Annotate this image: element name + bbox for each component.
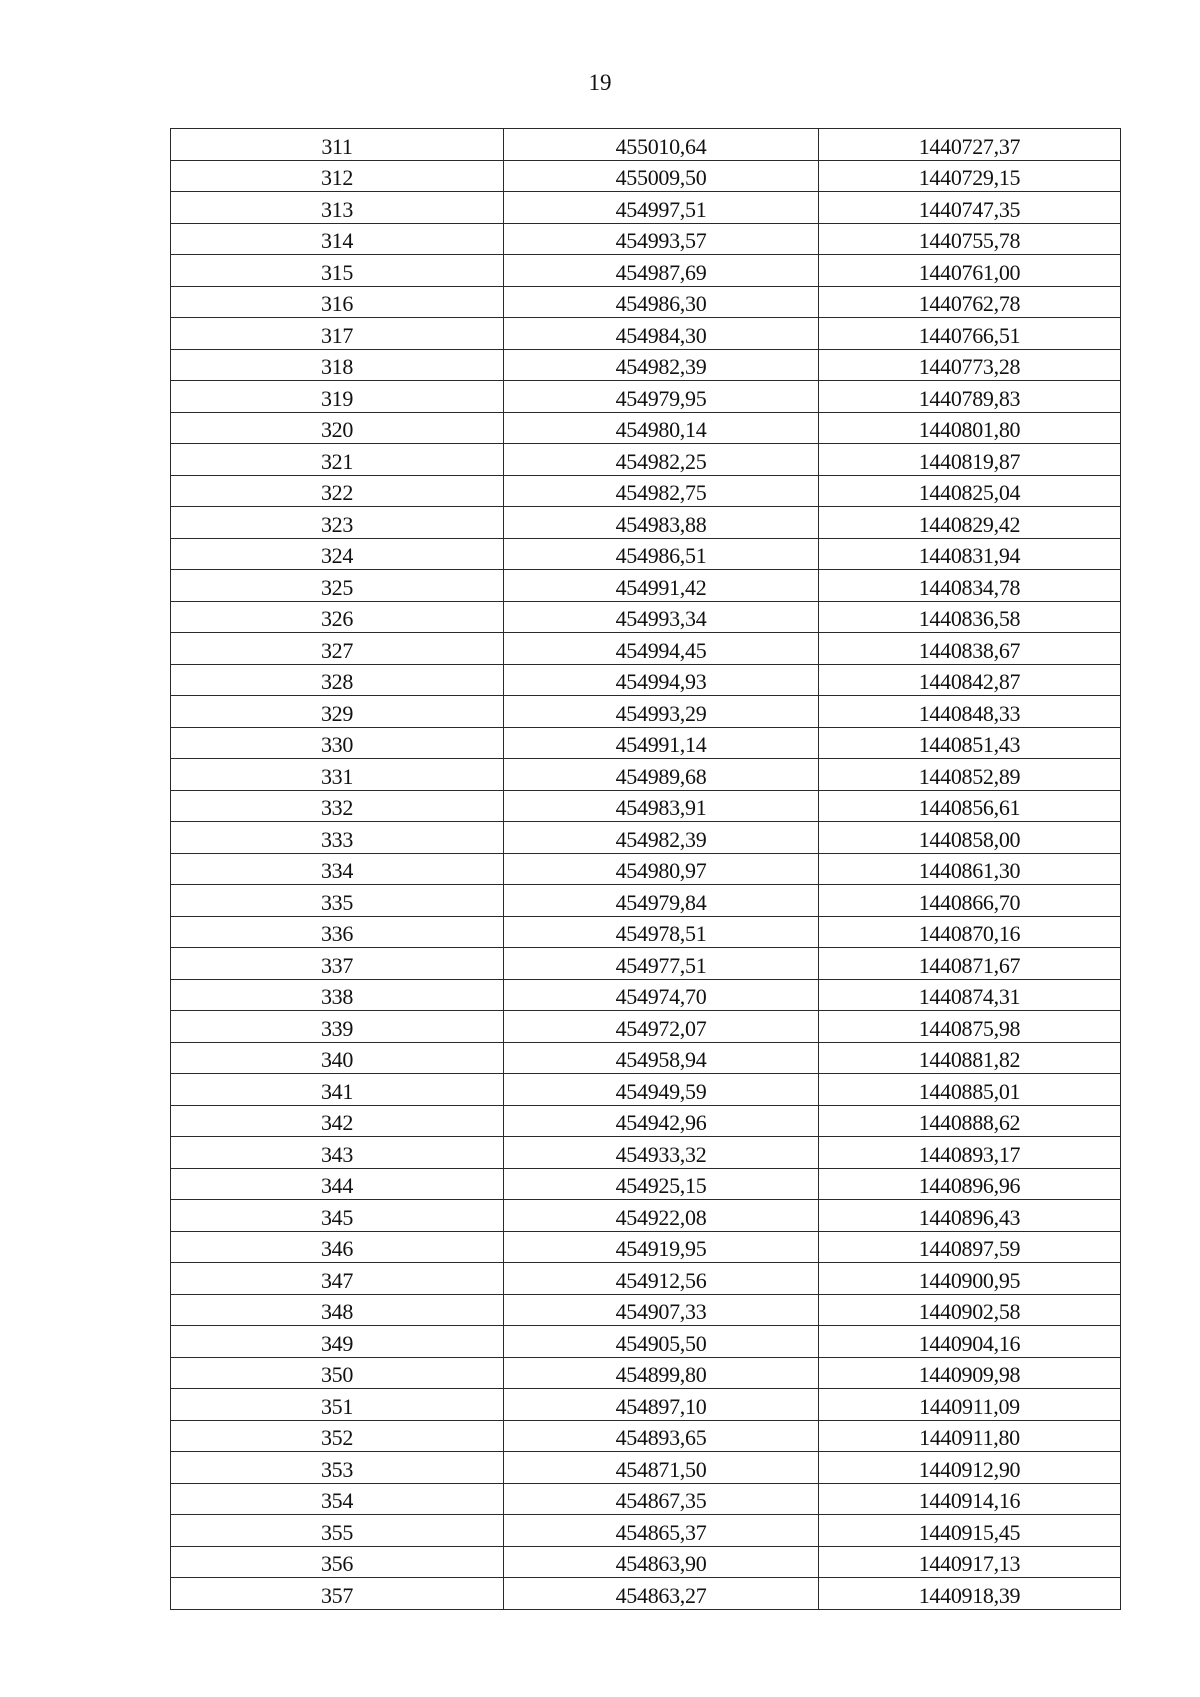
x-coordinate-cell: 454978,51 xyxy=(504,916,819,948)
x-coordinate-cell: 454986,30 xyxy=(504,286,819,318)
x-coordinate-cell: 454867,35 xyxy=(504,1483,819,1515)
y-coordinate-cell: 1440914,16 xyxy=(819,1483,1121,1515)
y-coordinate-cell: 1440755,78 xyxy=(819,223,1121,255)
x-coordinate-cell: 454974,70 xyxy=(504,979,819,1011)
y-coordinate-cell: 1440819,87 xyxy=(819,444,1121,476)
point-number-cell: 329 xyxy=(171,696,504,728)
x-coordinate-cell: 454919,95 xyxy=(504,1231,819,1263)
x-coordinate-cell: 454982,39 xyxy=(504,349,819,381)
table-row xyxy=(171,1546,1121,1578)
point-number-cell: 340 xyxy=(171,1042,504,1074)
y-coordinate-cell: 1440727,37 xyxy=(819,129,1121,161)
table-row xyxy=(171,1042,1121,1074)
table-row xyxy=(171,1231,1121,1263)
point-number-cell: 319 xyxy=(171,381,504,413)
y-coordinate-cell: 1440838,67 xyxy=(819,633,1121,665)
x-coordinate-cell: 454980,14 xyxy=(504,412,819,444)
point-number-cell: 339 xyxy=(171,1011,504,1043)
table-row xyxy=(171,1294,1121,1326)
y-coordinate-cell: 1440888,62 xyxy=(819,1105,1121,1137)
y-coordinate-cell: 1440896,43 xyxy=(819,1200,1121,1232)
x-coordinate-cell: 454983,88 xyxy=(504,507,819,539)
coordinates-table-body xyxy=(171,129,1121,1610)
x-coordinate-cell: 454977,51 xyxy=(504,948,819,980)
y-coordinate-cell: 1440870,16 xyxy=(819,916,1121,948)
table-row xyxy=(171,664,1121,696)
table-row xyxy=(171,160,1121,192)
point-number-cell: 313 xyxy=(171,192,504,224)
point-number-cell: 335 xyxy=(171,885,504,917)
y-coordinate-cell: 1440902,58 xyxy=(819,1294,1121,1326)
y-coordinate-cell: 1440900,95 xyxy=(819,1263,1121,1295)
table-row xyxy=(171,1357,1121,1389)
point-number-cell: 322 xyxy=(171,475,504,507)
x-coordinate-cell: 454987,69 xyxy=(504,255,819,287)
y-coordinate-cell: 1440851,43 xyxy=(819,727,1121,759)
table-row xyxy=(171,223,1121,255)
point-number-cell: 356 xyxy=(171,1546,504,1578)
point-number-cell: 347 xyxy=(171,1263,504,1295)
y-coordinate-cell: 1440842,87 xyxy=(819,664,1121,696)
table-row xyxy=(171,916,1121,948)
table-row xyxy=(171,727,1121,759)
x-coordinate-cell: 454972,07 xyxy=(504,1011,819,1043)
y-coordinate-cell: 1440866,70 xyxy=(819,885,1121,917)
y-coordinate-cell: 1440801,80 xyxy=(819,412,1121,444)
x-coordinate-cell: 455010,64 xyxy=(504,129,819,161)
y-coordinate-cell: 1440885,01 xyxy=(819,1074,1121,1106)
x-coordinate-cell: 454993,34 xyxy=(504,601,819,633)
y-coordinate-cell: 1440912,90 xyxy=(819,1452,1121,1484)
table-row xyxy=(171,381,1121,413)
table-row xyxy=(171,1168,1121,1200)
y-coordinate-cell: 1440896,96 xyxy=(819,1168,1121,1200)
table-row xyxy=(171,696,1121,728)
point-number-cell: 311 xyxy=(171,129,504,161)
table-row xyxy=(171,129,1121,161)
point-number-cell: 337 xyxy=(171,948,504,980)
y-coordinate-cell: 1440856,61 xyxy=(819,790,1121,822)
x-coordinate-cell: 454984,30 xyxy=(504,318,819,350)
y-coordinate-cell: 1440834,78 xyxy=(819,570,1121,602)
point-number-cell: 334 xyxy=(171,853,504,885)
x-coordinate-cell: 454982,25 xyxy=(504,444,819,476)
point-number-cell: 346 xyxy=(171,1231,504,1263)
coordinates-table xyxy=(170,128,1121,1610)
x-coordinate-cell: 454991,14 xyxy=(504,727,819,759)
y-coordinate-cell: 1440918,39 xyxy=(819,1578,1121,1610)
point-number-cell: 348 xyxy=(171,1294,504,1326)
table-row xyxy=(171,412,1121,444)
x-coordinate-cell: 454922,08 xyxy=(504,1200,819,1232)
table-row xyxy=(171,1200,1121,1232)
point-number-cell: 333 xyxy=(171,822,504,854)
y-coordinate-cell: 1440836,58 xyxy=(819,601,1121,633)
point-number-cell: 316 xyxy=(171,286,504,318)
point-number-cell: 349 xyxy=(171,1326,504,1358)
point-number-cell: 352 xyxy=(171,1420,504,1452)
y-coordinate-cell: 1440831,94 xyxy=(819,538,1121,570)
point-number-cell: 343 xyxy=(171,1137,504,1169)
x-coordinate-cell: 454993,29 xyxy=(504,696,819,728)
point-number-cell: 325 xyxy=(171,570,504,602)
y-coordinate-cell: 1440904,16 xyxy=(819,1326,1121,1358)
x-coordinate-cell: 454871,50 xyxy=(504,1452,819,1484)
table-row xyxy=(171,633,1121,665)
table-row xyxy=(171,1578,1121,1610)
table-row xyxy=(171,759,1121,791)
point-number-cell: 318 xyxy=(171,349,504,381)
x-coordinate-cell: 454982,39 xyxy=(504,822,819,854)
x-coordinate-cell: 454986,51 xyxy=(504,538,819,570)
y-coordinate-cell: 1440789,83 xyxy=(819,381,1121,413)
x-coordinate-cell: 454865,37 xyxy=(504,1515,819,1547)
y-coordinate-cell: 1440829,42 xyxy=(819,507,1121,539)
y-coordinate-cell: 1440881,82 xyxy=(819,1042,1121,1074)
x-coordinate-cell: 454933,32 xyxy=(504,1137,819,1169)
point-number-cell: 314 xyxy=(171,223,504,255)
x-coordinate-cell: 454979,95 xyxy=(504,381,819,413)
y-coordinate-cell: 1440915,45 xyxy=(819,1515,1121,1547)
y-coordinate-cell: 1440875,98 xyxy=(819,1011,1121,1043)
x-coordinate-cell: 455009,50 xyxy=(504,160,819,192)
x-coordinate-cell: 454989,68 xyxy=(504,759,819,791)
table-row xyxy=(171,1515,1121,1547)
point-number-cell: 351 xyxy=(171,1389,504,1421)
point-number-cell: 330 xyxy=(171,727,504,759)
table-row xyxy=(171,822,1121,854)
y-coordinate-cell: 1440861,30 xyxy=(819,853,1121,885)
x-coordinate-cell: 454980,97 xyxy=(504,853,819,885)
table-row xyxy=(171,1326,1121,1358)
point-number-cell: 345 xyxy=(171,1200,504,1232)
point-number-cell: 315 xyxy=(171,255,504,287)
table-row xyxy=(171,507,1121,539)
x-coordinate-cell: 454942,96 xyxy=(504,1105,819,1137)
y-coordinate-cell: 1440761,00 xyxy=(819,255,1121,287)
x-coordinate-cell: 454897,10 xyxy=(504,1389,819,1421)
table-row xyxy=(171,475,1121,507)
point-number-cell: 328 xyxy=(171,664,504,696)
x-coordinate-cell: 454982,75 xyxy=(504,475,819,507)
point-number-cell: 332 xyxy=(171,790,504,822)
x-coordinate-cell: 454863,27 xyxy=(504,1578,819,1610)
x-coordinate-cell: 454912,56 xyxy=(504,1263,819,1295)
point-number-cell: 323 xyxy=(171,507,504,539)
table-row xyxy=(171,1420,1121,1452)
y-coordinate-cell: 1440917,13 xyxy=(819,1546,1121,1578)
table-row xyxy=(171,1483,1121,1515)
table-row xyxy=(171,948,1121,980)
x-coordinate-cell: 454983,91 xyxy=(504,790,819,822)
x-coordinate-cell: 454863,90 xyxy=(504,1546,819,1578)
y-coordinate-cell: 1440858,00 xyxy=(819,822,1121,854)
x-coordinate-cell: 454993,57 xyxy=(504,223,819,255)
table-row xyxy=(171,1452,1121,1484)
x-coordinate-cell: 454925,15 xyxy=(504,1168,819,1200)
point-number-cell: 336 xyxy=(171,916,504,948)
y-coordinate-cell: 1440897,59 xyxy=(819,1231,1121,1263)
table-row xyxy=(171,853,1121,885)
table-row xyxy=(171,1263,1121,1295)
x-coordinate-cell: 454905,50 xyxy=(504,1326,819,1358)
table-row xyxy=(171,1137,1121,1169)
table-row xyxy=(171,1389,1121,1421)
y-coordinate-cell: 1440747,35 xyxy=(819,192,1121,224)
point-number-cell: 312 xyxy=(171,160,504,192)
point-number-cell: 355 xyxy=(171,1515,504,1547)
point-number-cell: 341 xyxy=(171,1074,504,1106)
point-number-cell: 321 xyxy=(171,444,504,476)
y-coordinate-cell: 1440874,31 xyxy=(819,979,1121,1011)
table-row xyxy=(171,538,1121,570)
x-coordinate-cell: 454997,51 xyxy=(504,192,819,224)
y-coordinate-cell: 1440911,09 xyxy=(819,1389,1121,1421)
x-coordinate-cell: 454907,33 xyxy=(504,1294,819,1326)
point-number-cell: 320 xyxy=(171,412,504,444)
y-coordinate-cell: 1440729,15 xyxy=(819,160,1121,192)
table-row xyxy=(171,192,1121,224)
y-coordinate-cell: 1440773,28 xyxy=(819,349,1121,381)
table-row xyxy=(171,286,1121,318)
x-coordinate-cell: 454994,93 xyxy=(504,664,819,696)
point-number-cell: 324 xyxy=(171,538,504,570)
y-coordinate-cell: 1440766,51 xyxy=(819,318,1121,350)
x-coordinate-cell: 454893,65 xyxy=(504,1420,819,1452)
y-coordinate-cell: 1440909,98 xyxy=(819,1357,1121,1389)
table-row xyxy=(171,349,1121,381)
point-number-cell: 357 xyxy=(171,1578,504,1610)
x-coordinate-cell: 454949,59 xyxy=(504,1074,819,1106)
table-row xyxy=(171,790,1121,822)
point-number-cell: 350 xyxy=(171,1357,504,1389)
table-row xyxy=(171,255,1121,287)
y-coordinate-cell: 1440893,17 xyxy=(819,1137,1121,1169)
y-coordinate-cell: 1440848,33 xyxy=(819,696,1121,728)
point-number-cell: 331 xyxy=(171,759,504,791)
table-row xyxy=(171,444,1121,476)
x-coordinate-cell: 454899,80 xyxy=(504,1357,819,1389)
point-number-cell: 344 xyxy=(171,1168,504,1200)
point-number-cell: 338 xyxy=(171,979,504,1011)
y-coordinate-cell: 1440911,80 xyxy=(819,1420,1121,1452)
table-row xyxy=(171,1074,1121,1106)
x-coordinate-cell: 454994,45 xyxy=(504,633,819,665)
table-row xyxy=(171,1105,1121,1137)
point-number-cell: 342 xyxy=(171,1105,504,1137)
page-number: 19 xyxy=(588,70,612,95)
point-number-cell: 317 xyxy=(171,318,504,350)
x-coordinate-cell: 454991,42 xyxy=(504,570,819,602)
y-coordinate-cell: 1440825,04 xyxy=(819,475,1121,507)
table-row xyxy=(171,570,1121,602)
point-number-cell: 327 xyxy=(171,633,504,665)
point-number-cell: 326 xyxy=(171,601,504,633)
table-row xyxy=(171,979,1121,1011)
table-row xyxy=(171,1011,1121,1043)
y-coordinate-cell: 1440762,78 xyxy=(819,286,1121,318)
y-coordinate-cell: 1440852,89 xyxy=(819,759,1121,791)
y-coordinate-cell: 1440871,67 xyxy=(819,948,1121,980)
table-row xyxy=(171,601,1121,633)
x-coordinate-cell: 454958,94 xyxy=(504,1042,819,1074)
table-row xyxy=(171,318,1121,350)
table-row xyxy=(171,885,1121,917)
point-number-cell: 354 xyxy=(171,1483,504,1515)
x-coordinate-cell: 454979,84 xyxy=(504,885,819,917)
point-number-cell: 353 xyxy=(171,1452,504,1484)
